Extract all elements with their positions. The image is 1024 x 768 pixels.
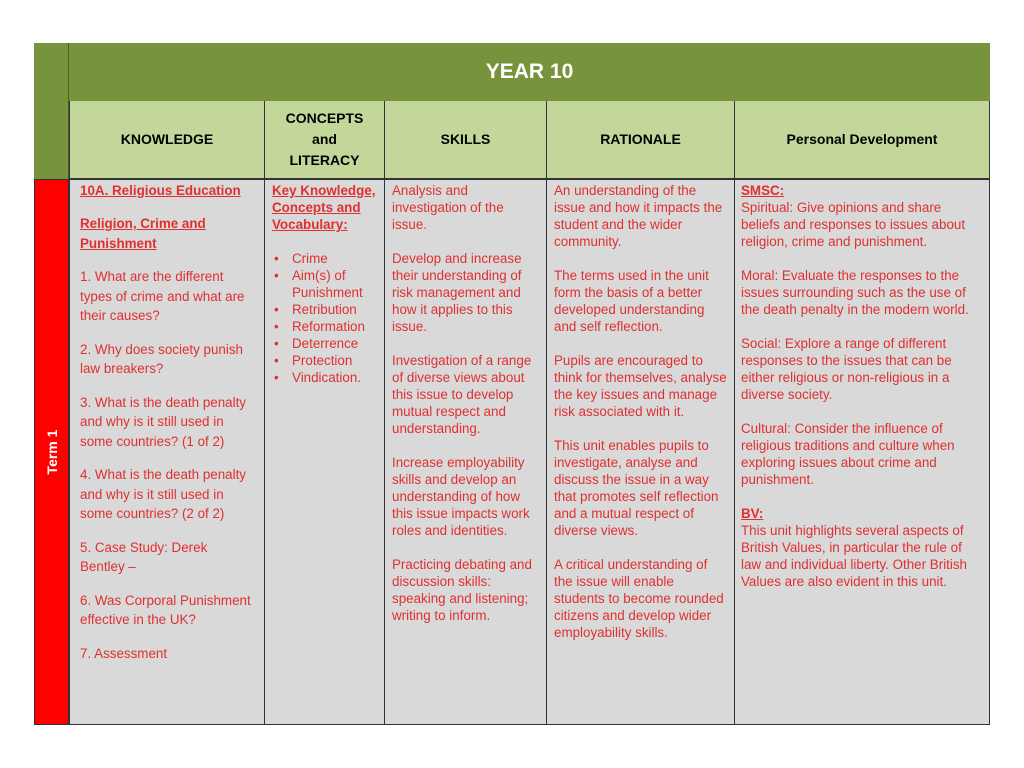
topic-title: Religion, Crime and Punishment [80,216,206,251]
term-label-cell [34,179,69,725]
lesson-item: 3. What is the death penalty and why is it still used in some countries? (1 of 2) [80,394,246,449]
moral-text: Moral: Evaluate the responses to the issues surrounding such as the use of the death penalty in the modern world. [741,268,969,317]
vocabulary-item: • Deterrence [272,335,377,352]
smsc-heading: SMSC: [741,183,785,198]
spiritual-text: Spiritual: Give opinions and share beliefs and responses to issues about religion, crime and punishment. [741,200,966,249]
vocabulary-item: • Aim(s) of Punishment [272,267,377,301]
concepts-heading: Key Knowledge, Concepts and Vocabulary: [272,183,376,232]
skill-paragraph: Analysis and investigation of the issue. [392,183,504,232]
column-header-skills: SKILLS [384,101,547,179]
vocabulary-list [272,250,377,386]
lesson-item: 1. What are the different types of crime and what are their causes? [80,269,245,323]
vocabulary-item: • Protection [272,352,377,369]
bv-heading: BV: [741,506,764,521]
unit-title: 10A. Religious Education [80,183,241,198]
skill-paragraph: Increase employability skills and develop an understanding of how this issue impacts work roles and identities. [392,455,530,538]
column-header-knowledge: KNOWLEDGE [69,101,265,179]
column-header-rationale: RATIONALE [546,101,735,179]
rationale-paragraph: Pupils are encouraged to think for themselves, analyse the key issues and manage risk associated with it. [554,353,727,419]
rationale-paragraph: This unit enables pupils to investigate, analyse and discuss the issue in a way that promotes self reflection and a mutual respect of diverse views. [554,438,719,538]
rationale-paragraph: A critical understanding of the issue will enable students to become rounded citizens and develop wider employability skills. [554,557,724,640]
bv-text: This unit highlights several aspects of British Values, in particular the rule of law and individual liberty. Other British Values are also evident in this unit. [741,523,968,589]
concepts-cell [264,179,385,725]
lesson-item: 4. What is the death penalty and why is it still used in some countries? (2 of 2) [80,467,246,521]
skill-paragraph: Practicing debating and discussion skills: speaking and listening; writing to inform. [392,557,532,623]
lesson-item: 7. Assessment [80,645,168,661]
knowledge-cell [69,179,265,725]
skill-paragraph: Develop and increase their understanding of risk management and how it applies to this issue. [392,251,522,334]
lesson-item: 2. Why does society punish law breakers? [80,341,244,376]
rationale-paragraph: An understanding of the issue and how it impacts the student and the wider community. [554,183,723,249]
term-label: Term 1 [43,429,60,475]
vocabulary-item: • Crime [272,250,377,267]
rationale-cell [546,179,735,725]
column-header-concepts: CONCEPTS and LITERACY [264,101,385,179]
social-text: Social: Explore a range of different responses to the issues that can be either religious or non-religious in a diverse society. [741,336,952,402]
personal-development-cell [734,179,990,725]
lesson-item: 5. Case Study: Derek Bentley – [80,539,208,574]
vocabulary-item: • Reformation [272,318,377,335]
column-header-personal-development: Personal Development [734,101,990,179]
skill-paragraph: Investigation of a range of diverse views about this issue to develop mutual respect and understanding. [392,353,532,436]
vocabulary-item: • Retribution [272,301,377,318]
lesson-item: 6. Was Corporal Punishment effective in the UK? [80,592,251,627]
cultural-text: Cultural: Consider the influence of religious traditions and culture when exploring issues about crime and punishment. [741,421,955,487]
sidebar-top-block [34,43,69,179]
skills-cell [384,179,547,725]
year-banner: YEAR 10 [69,43,990,101]
vocabulary-item: • Vindication. [272,369,377,386]
rationale-paragraph: The terms used in the unit form the basis of a better developed understanding and self reflection. [554,268,709,334]
